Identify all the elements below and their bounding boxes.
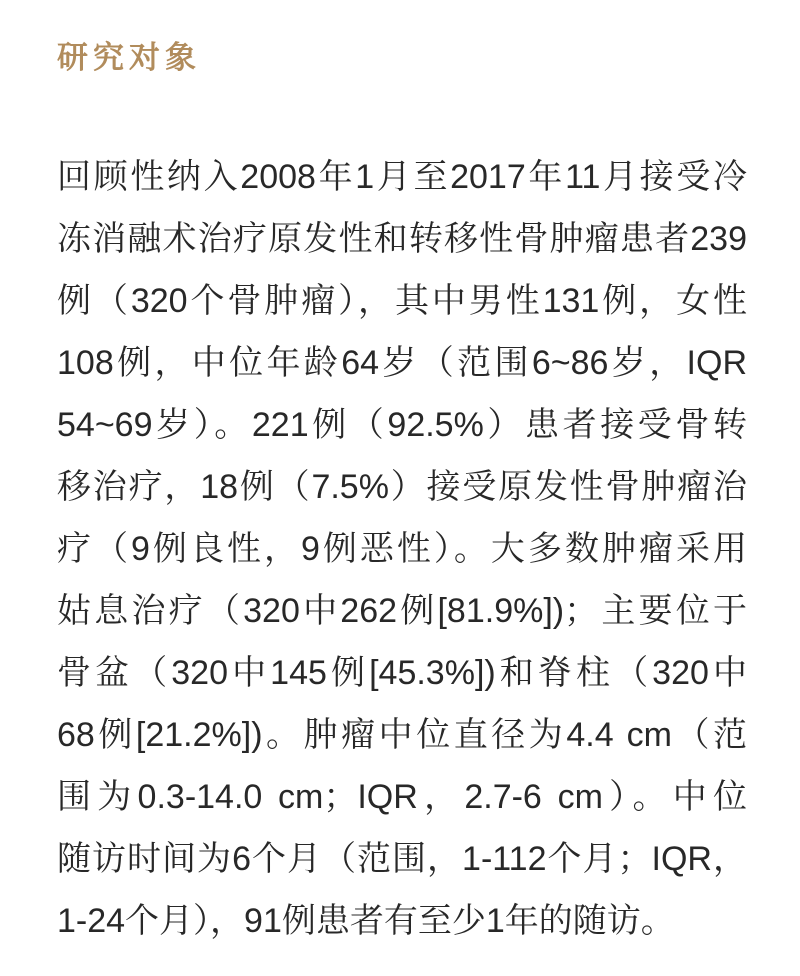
paragraph-line: 回顾性纳入2008年1月至2017年11月接受冷 (57, 158, 747, 196)
paragraph-line: 冻消融术治疗原发性和转移性骨肿瘤患者239 (57, 220, 747, 258)
paragraph-line: 疗（9例良性，9例恶性）。大多数肿瘤采用 (57, 530, 747, 568)
section-title: 研究对象 (57, 40, 201, 75)
paragraph-line: 例（320个骨肿瘤），其中男性131例，女性 (57, 282, 747, 320)
paragraph-line: 54~69岁）。221例（92.5%）患者接受骨转 (57, 406, 747, 444)
paragraph-line: 108例，中位年龄64岁（范围6~86岁，IQR (57, 344, 747, 382)
paragraph-line: 1-24个月），91例患者有至少1年的随访。 (57, 902, 675, 940)
paragraph-line: 移治疗，18例（7.5%）接受原发性骨肿瘤治 (57, 468, 747, 506)
study-subjects-paragraph (57, 146, 747, 952)
paragraph-line: 围为0.3-14.0 cm；IQR，2.7-6 cm）。中位 (57, 778, 747, 816)
paragraph-line: 骨盆（320中145例[45.3%])和脊柱（320中 (57, 654, 747, 692)
paragraph-line: 随访时间为6个月（范围，1-112个月；IQR， (57, 840, 747, 878)
paragraph-line: 姑息治疗（320中262例[81.9%])；主要位于 (57, 592, 747, 630)
paragraph-line: 68例[21.2%])。肿瘤中位直径为4.4 cm（范 (57, 716, 747, 754)
